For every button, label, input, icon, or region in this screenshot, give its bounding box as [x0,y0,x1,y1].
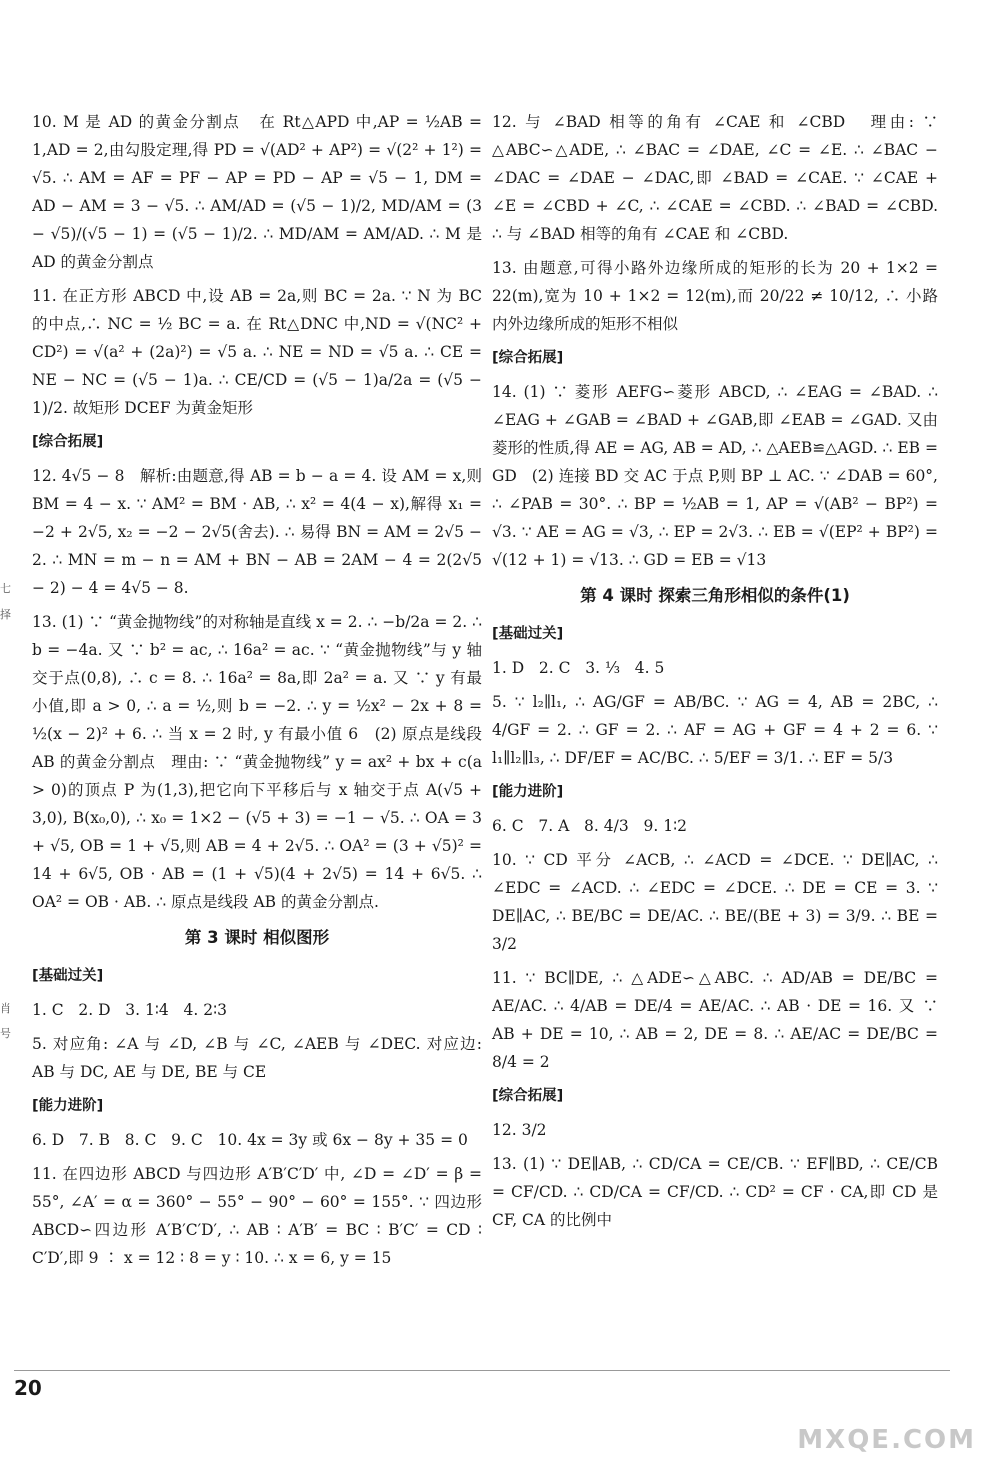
answer-block: 6. D 7. B 8. C 9. C 10. 4x = 3y 或 6x − 8y + 35 = 0 [32,1131,468,1149]
answer-block: 5. 对应角: ∠A 与 ∠D, ∠B 与 ∠C, ∠AEB 与 ∠DEC. 对应边: AB 与 DC, AE 与 DE, BE 与 CE [32,1035,487,1081]
answer-block: 10. ∵ CD 平分 ∠ACB, ∴ ∠ACD = ∠DCE. ∵ DE∥AC, ∴ ∠EDC = ∠ACD. ∴ ∠EDC = ∠DCE. ∴ DE = CE = 3. ∵ DE∥AC, ∴ BE/BC = DE/AC. ∴ BE/(BE + 3) = 3/9. ∴ BE = 3/2 [492,851,943,953]
section-tag: [综合拓展] [492,350,564,366]
edge-mark: 七 [0,582,11,595]
answer-block: 12. 3/2 [492,1121,547,1139]
edge-mark: 择 [0,608,11,621]
left-column [32,108,487,1278]
lesson-title: 第 4 课时 探索三角形相似的条件(1) [580,586,850,605]
answer-block: 13. (1) ∵ “黄金抛物线”的对称轴是直线 x = 2. ∴ −b/2a = 2. ∴ b = −4a. 又 ∵ b² = ac, ∴ 16a² = ac. ∵ “黄金抛物线”与 y 轴交于点(0,8), ∴ c = 8. ∴ 16a² = 8a,即 2a² = a. 又 ∵ y 有最小值,即 a > 0, ∴ a = ½,则 b = −2. ∴ y = ½x² − 2x + 8 = ½(x − 2)² + 6. ∴ 当 x = 2 时, y 有最小值 6 (2) 原点是线段 AB 的黄金分割点 理由: ∵ “黄金抛物线” y = ax² + bx + c(a > 0)的顶点 P 为(1,3),把它向下平移后与 x 轴交于点 A(√5 + 3,0), B(x₀,0), ∴ x₀ = 1×2 − (√5 + 3) = −1 − √5. ∴ OA = 3 + √5, OB = 1 + √5,则 AB = 4 + 2√5. ∴ OA² = (3 + √5)² = 14 + 6√5, OB · AB = (1 + √5)(4 + 2√5) = 14 + 6√5. ∴ OA² = OB · AB. ∴ 原点是线段 AB 的黄金分割点. [32,613,487,911]
page-number: 20 [14,1376,42,1400]
section-tag: [综合拓展] [492,1088,564,1104]
section-tag: [综合拓展] [32,434,104,450]
answer-block: 10. M 是 AD 的黄金分割点 在 Rt△APD 中,AP = ½AB = 1,AD = 2,由勾股定理,得 PD = √(AD² + AP²) = √(2² + 1²) = √5. ∴ AM = AF = PF − AP = PD − AP = √5 − 1, DM = AD − AM = 3 − √5. ∴ AM/AD = (√5 − 1)/2, MD/AM = (3 − √5)/(√5 − 1) = (√5 − 1)/2. ∴ MD/AM = AM/AD. ∴ M 是 AD 的黄金分割点 [32,113,487,271]
answer-block: 11. 在正方形 ABCD 中,设 AB = 2a,则 BC = 2a. ∵ N 为 BC 的中点,∴ NC = ½ BC = a. 在 Rt△DNC 中,ND = √(NC² + CD²) = √(a² + (2a)²) = √5 a. ∴ NE = ND = √5 a. ∴ CE = NE − NC = (√5 − 1)a. ∴ CE/CD = (√5 − 1)a/2a = (√5 − 1)/2. 故矩形 DCEF 为黄金矩形 [32,287,487,417]
watermark: MXQE.COM [797,1425,976,1455]
answer-block: 6. C 7. A 8. 4/3 9. 1∶2 [492,817,687,835]
edge-mark: 号 [0,1027,11,1040]
section-tag: [能力进阶] [492,784,564,800]
answer-block: 13. (1) ∵ DE∥AB, ∴ CD/CA = CE/CB. ∵ EF∥BD, ∴ CE/CB = CF/CD. ∴ CD/CA = CF/CD. ∴ CD² = CF · CA,即 CD 是 CF, CA 的比例中 [492,1155,943,1229]
answer-block: 1. D 2. C 3. ⅓ 4. 5 [492,659,665,677]
answer-block: 13. 由题意,可得小路外边缘所成的矩形的长为 20 + 1×2 = 22(m),宽为 10 + 1×2 = 12(m),而 20/22 ≠ 10/12, ∴ 小路内外边缘所成的矩形不相似 [492,259,943,333]
answer-block: 5. ∵ l₂∥l₁, ∴ AG/GF = AB/BC. ∵ AG = 4, AB = 2BC, ∴ 4/GF = 2. ∴ GF = 2. ∴ AF = AG + GF = 4 + 2 = 6. ∵ l₁∥l₂∥l₃, ∴ DF/EF = AC/BC. ∴ 5/EF = 3/1. ∴ EF = 5/3 [492,693,943,767]
edge-mark: 肖 [0,1002,11,1015]
footer-divider [14,1370,950,1371]
section-tag: [基础过关] [492,626,564,642]
lesson-title: 第 3 课时 相似图形 [184,928,330,947]
answer-block: 1. C 2. D 3. 1∶4 4. 2∶3 [32,1001,228,1019]
section-tag: [基础过关] [32,968,104,984]
answer-block: 14. (1) ∵ 菱形 AEFG∽菱形 ABCD, ∴ ∠EAG = ∠BAD. ∴ ∠EAG + ∠GAB = ∠BAD + ∠GAB,即 ∠EAB = ∠GAD. 又由菱形的性质,得 AE = AG, AB = AD, ∴ △AEB≌△AGD. ∴ EB = GD (2) 连接 BD 交 AC 于点 P,则 BP ⊥ AC. ∵ ∠DAB = 60°, ∴ ∠PAB = 30°. ∴ BP = ½AB = 1, AP = √(AB² − BP²) = √3. ∵ AE = AG = √3, ∴ EP = 2√3. ∴ EB = √(EP² + BP²) = √(12 + 1) = √13. ∴ GD = EB = √13 [492,383,943,569]
answer-block: 11. ∵ BC∥DE, ∴ △ADE∽△ABC. ∴ AD/AB = DE/BC = AE/AC. ∴ 4/AB = DE/4 = AE/AC. ∴ AB · DE = 16. 又 ∵ AB + DE = 10, ∴ AB = 2, DE = 8. ∴ AE/AC = DE/BC = 8/4 = 2 [492,969,943,1071]
answer-block: 12. 与 ∠BAD 相等的角有 ∠CAE 和 ∠CBD 理由: ∵ △ABC∽△ADE, ∴ ∠BAC = ∠DAE, ∠C = ∠E. ∴ ∠BAC − ∠DAC = ∠DAE − ∠DAC,即 ∠BAD = ∠CAE. ∵ ∠CAE + ∠E = ∠CBD + ∠C, ∴ ∠CAE = ∠CBD. ∴ ∠BAD = ∠CBD. ∴ 与 ∠BAD 相等的角有 ∠CAE 和 ∠CBD. [492,113,943,243]
section-tag: [能力进阶] [32,1098,104,1114]
right-column [492,108,943,1240]
answer-block: 12. 4√5 − 8 解析:由题意,得 AB = b − a = 4. 设 AM = x,则 BM = 4 − x. ∵ AM² = BM · AB, ∴ x² = 4(4 − x),解得 x₁ = −2 + 2√5, x₂ = −2 − 2√5(舍去). ∴ 易得 BN = AM = 2√5 − 2. ∴ MN = m − n = AM + BN − AB = 2AM − 4 = 2(2√5 − 2) − 4 = 4√5 − 8. [32,467,487,597]
answer-block: 11. 在四边形 ABCD 与四边形 A′B′C′D′ 中, ∠D = ∠D′ = β = 55°, ∠A′ = α = 360° − 55° − 90° − 60° = 155°. ∵ 四边形 ABCD∽四边形 A′B′C′D′, ∴ AB ∶ A′B′ = BC ∶ B′C′ = CD ∶ C′D′,即 9 ∶ x = 12 ∶ 8 = y ∶ 10. ∴ x = 6, y = 15 [32,1165,487,1267]
